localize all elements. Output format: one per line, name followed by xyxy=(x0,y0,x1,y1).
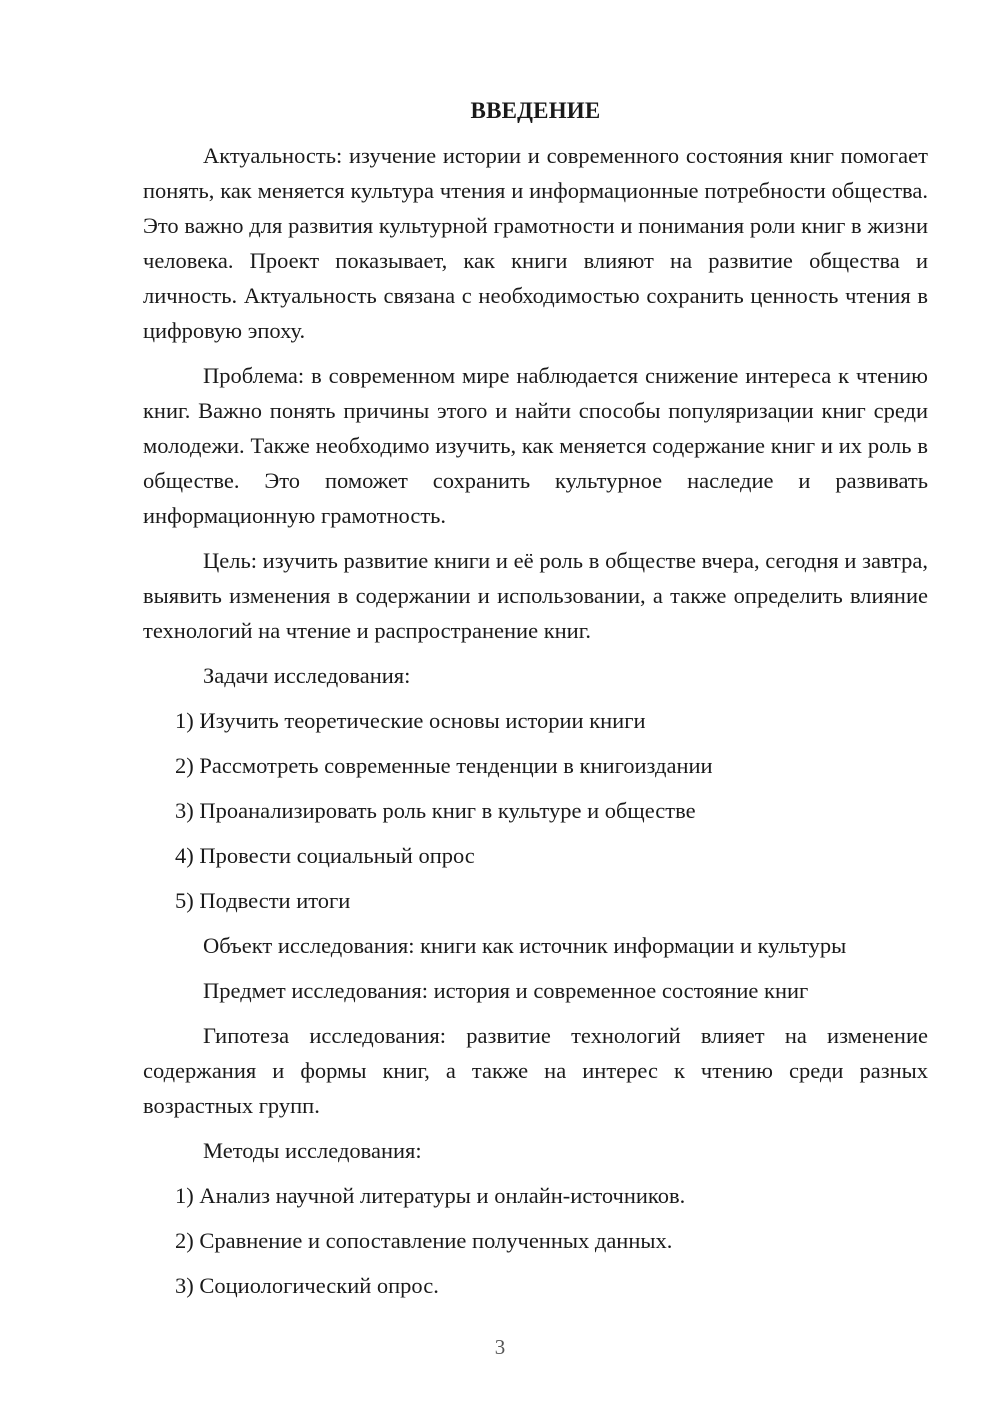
hypothesis-paragraph: Гипотеза исследования: развитие технологий влияет на изменение содержания и формы книг, а также на интерес к чтению среди разных возрастных групп. xyxy=(143,1023,928,1118)
goal-paragraph: Цель: изучить развитие книги и её роль в обществе вчера, сегодня и завтра, выявить изменения в содержании и использовании, а также определить влияние технологий на чтение и распространение книг. xyxy=(143,548,928,643)
problem-paragraph: Проблема: в современном мире наблюдается снижение интереса к чтению книг. Важно понять причины этого и найти способы популяризации книг среди молодежи. Также необходимо изучить, как меняется содержание книг и их роль в обществе. Это поможет сохранить культурное наследие и развивать информационную грамотность. xyxy=(143,363,928,528)
method-item: 3) Социологический опрос. xyxy=(175,1273,439,1298)
task-item: 4) Провести социальный опрос xyxy=(175,843,475,868)
task-item: 5) Подвести итоги xyxy=(175,888,351,913)
research-subject: Предмет исследования: история и современное состояние книг xyxy=(203,978,809,1003)
research-object: Объект исследования: книги как источник информации и культуры xyxy=(203,933,847,958)
methods-heading: Методы исследования: xyxy=(203,1138,422,1163)
task-item: 1) Изучить теоретические основы истории книги xyxy=(175,708,646,733)
task-item: 2) Рассмотреть современные тенденции в книгоиздании xyxy=(175,753,713,778)
method-item: 2) Сравнение и сопоставление полученных данных. xyxy=(175,1228,673,1253)
relevance-paragraph: Актуальность: изучение истории и современного состояния книг помогает понять, как меняется культура чтения и информационные потребности общества. Это важно для развития культурной грамотности и понимания роли книг в жизни человека. Проект показывает, как книги влияют на развитие общества и личность. Актуальность связана с необходимостью сохранить ценность чтения в цифровую эпоху. xyxy=(143,143,928,343)
document-page xyxy=(143,96,928,1313)
tasks-heading: Задачи исследования: xyxy=(203,663,411,688)
task-item: 3) Проанализировать роль книг в культуре и обществе xyxy=(175,798,696,823)
method-item: 1) Анализ научной литературы и онлайн-источников. xyxy=(175,1183,686,1208)
section-title: ВВЕДЕНИЕ xyxy=(470,98,601,123)
page-number: 3 xyxy=(494,1335,506,1359)
